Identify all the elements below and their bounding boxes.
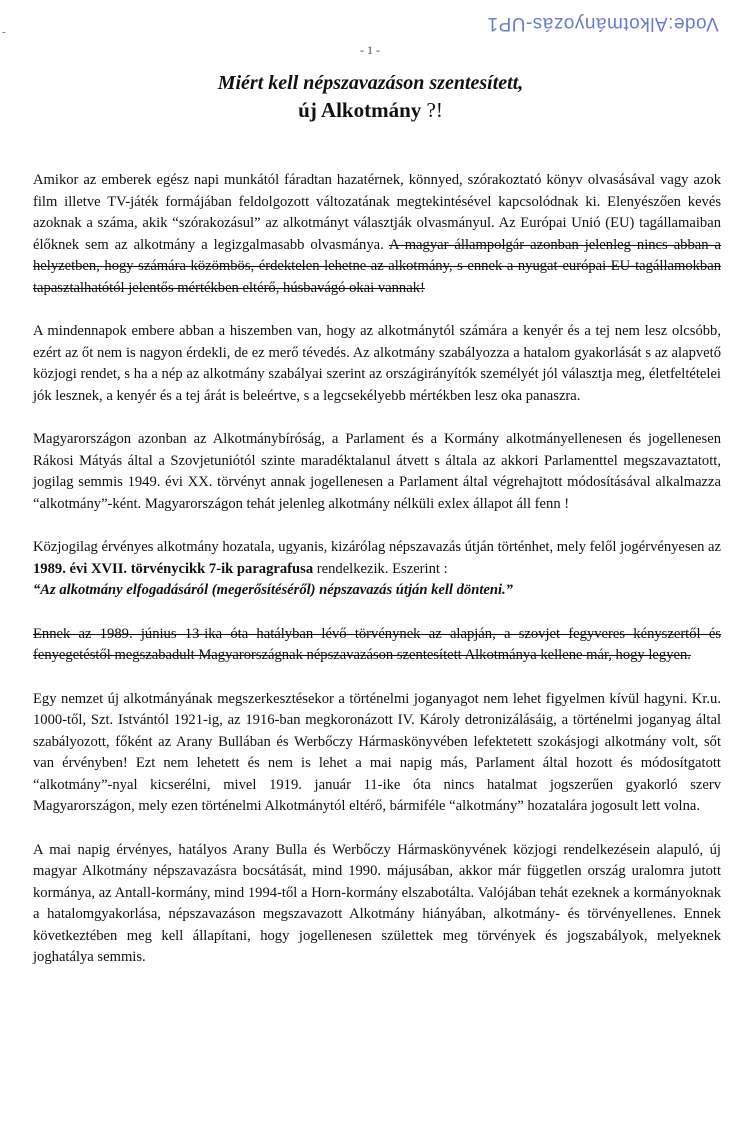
paragraph-5-underlined: Ennek az 1989. június 13-ika óta hatályban lévő törvénynek az alapján, a szovjet fegyveres kényszertől és fenyegetéstől megszabadult Magyarországnak népszavazáson szentesített Alkotmánya kellene már, hogy legyen.: [33, 625, 721, 663]
paragraph-1-underlined: A magyar állampolgár azonban jelenleg nincs abban a helyzetben, hogy számára közömbös, érdektelen lehetne az alkotmány, s ennek a nyugat-európai EU-tagállamokban tapasztalhatótól jelentős mértékben eltérő, húsbavágó okai vannak!: [33, 236, 721, 296]
title-line-2: [0, 98, 741, 123]
paragraph-3: Magyarországon azonban az Alkotmánybíróság, a Parlament és a Kormány alkotmányellenesen és jogellenesen Rákosi Mátyás által a Szovjetuniótól szinte maradéktalanul átvett s általa az akkori Parlamenttel megszavaztatott, jogilag semmis 1949. évi XX. törvényt annak jogellenesen a Parlament által végrehajtott módosításával alkalmazza “alkotmány”-ként. Magyarországon tehát jelenleg alkotmány nélküli exlex állapot áll fenn !: [33, 431, 721, 512]
file-stamp: Vode:Alkotmányozás-UP1: [487, 13, 719, 34]
page-number: - 1 -: [360, 43, 380, 57]
law-quote: “Az alkotmány elfogadásáról (megerősítéséről) népszavazás útján kell dönteni.”: [33, 582, 513, 598]
paragraph-5: [33, 624, 721, 667]
paragraph-1: [33, 170, 721, 299]
title-main: új Alkotmány: [298, 98, 422, 122]
corner-mark: -: [2, 26, 6, 38]
document-body: [33, 170, 721, 991]
paragraph-4: [33, 537, 721, 602]
paragraph-7: A mai napig érvényes, hatályos Arany Bulla és Werbőczy Hármaskönyvének közjogi rendelkezésein alapuló, új magyar Alkotmány népszavazásra bocsátását, mind 1990. májusában, akkor már független ország uralomra jutott kormánya, az Antall-kormány, mind 1994-től a Horn-kormány elszabotálta. Valójában tehát ezeknek a kormányoknak a hatalomgyakorlása, népszavazáson megszavazott Alkotmány hiányában, alkotmány- és törvényellenes. Ennek következtében meg kell állapítani, hogy jogellenesen születtek meg törvények és jogszabályok, melyeknek joghatálya semmis.: [33, 841, 721, 965]
paragraph-1-text: Amikor az emberek egész napi munkától fáradtan hazatérnek, könnyed, szórakoztató könyv olvasásával vagy azok film illetve TV-játék formájában feldolgozott változatának megtekintésével kapcsolódnak ki. Elenyészően kevés azoknak a száma, akik “szórakozásul” az alkotmányt választják olvasmányul. Az Európai Unió (EU) tagállamaiban élőknek sem az alkotmány a legizgalmasabb olvasmánya.: [33, 172, 721, 253]
paragraph-4-text: Közjogilag érvényes alkotmány hozatala, ugyanis, kizárólag népszavazás útján történhet, mely felől jogérvényesen az: [33, 539, 721, 555]
paragraph-6: Egy nemzet új alkotmányának megszerkesztésekor a történelmi joganyagot nem lehet figyelmen kívül hagyni. Kr.u. 1000-től, Szt. Istvántól 1921-ig, az 1916-ban megkoronázott IV. Károly detronizálásáig, a történelmi joganyag által szabályozott, főként az Arany Bullában és Werbőczy Hármaskönyvében lefektetett szokásjogi alkotmány volt, sőt van érvényben! Ezt nem lehetett és nem is lehet a mai napig más, Parlament által hozott és módosítgatott “alkotmány”-nyal kicserélni, mivel 1919. január 11-ike óta nincs hatalmat jogszerűen gyakorló szerv Magyarországon, mely ezen történelmi Alkotmánytól eltérő, bármiféle “alkotmány” hozatalára jogosult lett volna.: [33, 690, 721, 814]
paragraph-2: A mindennapok embere abban a hiszemben van, hogy az alkotmánytól számára a kenyér és a tej nem lesz olcsóbb, ezért az őt nem is nagyon érdekli, de ez merő tévedés. Az alkotmány szabályozza a hatalom gyakorlását s az alapvető közjogi rendet, s ha a nép az alkotmány szabályai szerint az országirányítók személyét jól választja meg, életfeltételei jók lesznek, a kenyér és a tej árát is beleértve, s a legcsekélyebb mértékben lesz oka panaszra.: [33, 323, 721, 404]
title-punctuation: ?!: [426, 98, 443, 122]
title-line-1: Miért kell népszavazáson szentesített,: [217, 72, 524, 94]
paragraph-4-mid: rendelkezik. Eszerint :: [313, 560, 448, 577]
law-reference: 1989. évi XVII. törvénycikk 7-ik paragrafusa: [33, 560, 314, 577]
